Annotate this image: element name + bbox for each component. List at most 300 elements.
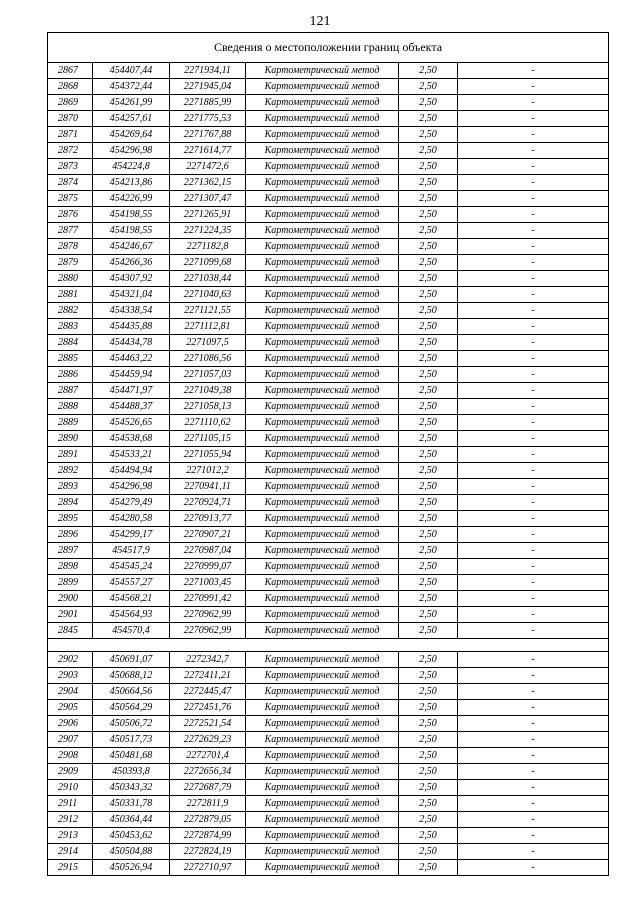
coord-x-cell: 454564,93	[93, 607, 170, 623]
description-cell: -	[458, 127, 609, 143]
table-row	[48, 495, 609, 511]
method-cell: Картометрический метод	[246, 652, 399, 668]
method-cell: Картометрический метод	[246, 447, 399, 463]
table-row	[48, 764, 609, 780]
point-number-cell: 2886	[48, 367, 93, 383]
method-cell: Картометрический метод	[246, 319, 399, 335]
method-cell: Картометрический метод	[246, 559, 399, 575]
coord-y-cell: 2271058,13	[170, 399, 246, 415]
description-cell: -	[458, 511, 609, 527]
method-cell: Картометрический метод	[246, 732, 399, 748]
point-number-cell: 2913	[48, 828, 93, 844]
method-cell: Картометрический метод	[246, 79, 399, 95]
table-row	[48, 607, 609, 623]
point-number-cell: 2903	[48, 668, 93, 684]
method-cell: Картометрический метод	[246, 159, 399, 175]
accuracy-cell: 2,50	[399, 828, 458, 844]
point-number-cell: 2870	[48, 111, 93, 127]
coord-y-cell: 2272342,7	[170, 652, 246, 668]
coord-x-cell: 454279,49	[93, 495, 170, 511]
method-cell: Картометрический метод	[246, 143, 399, 159]
table-row	[48, 287, 609, 303]
method-cell: Картометрический метод	[246, 271, 399, 287]
coord-y-cell: 2272879,05	[170, 812, 246, 828]
point-number-cell: 2880	[48, 271, 93, 287]
table-row	[48, 127, 609, 143]
point-number-cell: 2908	[48, 748, 93, 764]
point-number-cell: 2885	[48, 351, 93, 367]
method-cell: Картометрический метод	[246, 463, 399, 479]
description-cell: -	[458, 780, 609, 796]
accuracy-cell: 2,50	[399, 383, 458, 399]
coord-x-cell: 454257,61	[93, 111, 170, 127]
accuracy-cell: 2,50	[399, 543, 458, 559]
accuracy-cell: 2,50	[399, 716, 458, 732]
description-cell: -	[458, 319, 609, 335]
method-cell: Картометрический метод	[246, 223, 399, 239]
accuracy-cell: 2,50	[399, 796, 458, 812]
point-number-cell: 2912	[48, 812, 93, 828]
table-row	[48, 191, 609, 207]
point-number-cell: 2900	[48, 591, 93, 607]
point-number-cell: 2845	[48, 623, 93, 639]
point-number-cell: 2901	[48, 607, 93, 623]
accuracy-cell: 2,50	[399, 623, 458, 639]
method-cell: Картометрический метод	[246, 668, 399, 684]
accuracy-cell: 2,50	[399, 399, 458, 415]
coord-y-cell: 2271099,68	[170, 255, 246, 271]
description-cell: -	[458, 303, 609, 319]
description-cell: -	[458, 383, 609, 399]
point-number-cell: 2899	[48, 575, 93, 591]
table-row	[48, 367, 609, 383]
accuracy-cell: 2,50	[399, 63, 458, 79]
block-separator	[48, 639, 609, 652]
coord-x-cell: 454407,44	[93, 63, 170, 79]
description-cell: -	[458, 431, 609, 447]
description-cell: -	[458, 159, 609, 175]
table-row	[48, 796, 609, 812]
coord-x-cell: 450664,56	[93, 684, 170, 700]
coord-x-cell: 450506,72	[93, 716, 170, 732]
coord-x-cell: 454296,98	[93, 143, 170, 159]
method-cell: Картометрический метод	[246, 287, 399, 303]
description-cell: -	[458, 543, 609, 559]
coord-y-cell: 2272824,19	[170, 844, 246, 860]
coord-x-cell: 454545,24	[93, 559, 170, 575]
description-cell: -	[458, 559, 609, 575]
accuracy-cell: 2,50	[399, 591, 458, 607]
point-number-cell: 2887	[48, 383, 93, 399]
table-row	[48, 684, 609, 700]
point-number-cell: 2911	[48, 796, 93, 812]
table-row	[48, 79, 609, 95]
coord-x-cell: 454517,9	[93, 543, 170, 559]
point-number-cell: 2883	[48, 319, 93, 335]
point-number-cell: 2904	[48, 684, 93, 700]
coord-y-cell: 2272445,47	[170, 684, 246, 700]
coord-x-cell: 454557,27	[93, 575, 170, 591]
description-cell: -	[458, 527, 609, 543]
coord-x-cell: 454538,68	[93, 431, 170, 447]
point-number-cell: 2915	[48, 860, 93, 876]
coord-x-cell: 454213,86	[93, 175, 170, 191]
method-cell: Картометрический метод	[246, 812, 399, 828]
table-row	[48, 383, 609, 399]
description-cell: -	[458, 399, 609, 415]
table-row	[48, 732, 609, 748]
coord-y-cell: 2271472,6	[170, 159, 246, 175]
accuracy-cell: 2,50	[399, 780, 458, 796]
accuracy-cell: 2,50	[399, 684, 458, 700]
coord-x-cell: 454280,58	[93, 511, 170, 527]
accuracy-cell: 2,50	[399, 668, 458, 684]
coord-y-cell: 2272521,54	[170, 716, 246, 732]
method-cell: Картометрический метод	[246, 748, 399, 764]
table-row	[48, 828, 609, 844]
point-number-cell: 2881	[48, 287, 93, 303]
point-number-cell: 2910	[48, 780, 93, 796]
coord-y-cell: 2271112,81	[170, 319, 246, 335]
coord-y-cell: 2271105,15	[170, 431, 246, 447]
description-cell: -	[458, 732, 609, 748]
accuracy-cell: 2,50	[399, 463, 458, 479]
coord-y-cell: 2272687,79	[170, 780, 246, 796]
accuracy-cell: 2,50	[399, 127, 458, 143]
point-number-cell: 2882	[48, 303, 93, 319]
description-cell: -	[458, 95, 609, 111]
table-row	[48, 780, 609, 796]
coord-y-cell: 2272629,23	[170, 732, 246, 748]
method-cell: Картометрический метод	[246, 716, 399, 732]
accuracy-cell: 2,50	[399, 175, 458, 191]
method-cell: Картометрический метод	[246, 684, 399, 700]
method-cell: Картометрический метод	[246, 399, 399, 415]
coord-y-cell: 2272811,9	[170, 796, 246, 812]
coord-y-cell: 2271110,62	[170, 415, 246, 431]
coord-x-cell: 454568,21	[93, 591, 170, 607]
accuracy-cell: 2,50	[399, 351, 458, 367]
description-cell: -	[458, 143, 609, 159]
method-cell: Картометрический метод	[246, 844, 399, 860]
coord-y-cell: 2270941,11	[170, 479, 246, 495]
method-cell: Картометрический метод	[246, 175, 399, 191]
accuracy-cell: 2,50	[399, 511, 458, 527]
point-number-cell: 2877	[48, 223, 93, 239]
table-row	[48, 844, 609, 860]
coord-y-cell: 2270999,07	[170, 559, 246, 575]
coord-x-cell: 454488,37	[93, 399, 170, 415]
accuracy-cell: 2,50	[399, 79, 458, 95]
table-row	[48, 431, 609, 447]
accuracy-cell: 2,50	[399, 748, 458, 764]
accuracy-cell: 2,50	[399, 812, 458, 828]
accuracy-cell: 2,50	[399, 447, 458, 463]
coord-y-cell: 2270962,99	[170, 607, 246, 623]
coord-y-cell: 2270907,21	[170, 527, 246, 543]
point-number-cell: 2909	[48, 764, 93, 780]
coord-y-cell: 2272710,97	[170, 860, 246, 876]
point-number-cell: 2896	[48, 527, 93, 543]
coord-x-cell: 454494,94	[93, 463, 170, 479]
method-cell: Картометрический метод	[246, 479, 399, 495]
description-cell: -	[458, 591, 609, 607]
point-number-cell: 2888	[48, 399, 93, 415]
point-number-cell: 2914	[48, 844, 93, 860]
point-number-cell: 2872	[48, 143, 93, 159]
accuracy-cell: 2,50	[399, 303, 458, 319]
point-number-cell: 2867	[48, 63, 93, 79]
table-title: Сведения о местоположении границ объекта	[48, 33, 609, 63]
accuracy-cell: 2,50	[399, 319, 458, 335]
method-cell: Картометрический метод	[246, 303, 399, 319]
accuracy-cell: 2,50	[399, 271, 458, 287]
accuracy-cell: 2,50	[399, 335, 458, 351]
method-cell: Картометрический метод	[246, 764, 399, 780]
coord-x-cell: 450364,44	[93, 812, 170, 828]
method-cell: Картометрический метод	[246, 623, 399, 639]
coord-y-cell: 2272874,99	[170, 828, 246, 844]
accuracy-cell: 2,50	[399, 431, 458, 447]
block-separator-row	[48, 639, 609, 652]
method-cell: Картометрический метод	[246, 335, 399, 351]
description-cell: -	[458, 175, 609, 191]
method-cell: Картометрический метод	[246, 543, 399, 559]
coord-x-cell: 454299,17	[93, 527, 170, 543]
table-row	[48, 159, 609, 175]
point-number-cell: 2889	[48, 415, 93, 431]
coord-x-cell: 450691,07	[93, 652, 170, 668]
point-number-cell: 2874	[48, 175, 93, 191]
accuracy-cell: 2,50	[399, 495, 458, 511]
description-cell: -	[458, 623, 609, 639]
description-cell: -	[458, 335, 609, 351]
table-row	[48, 748, 609, 764]
accuracy-cell: 2,50	[399, 479, 458, 495]
coord-y-cell: 2271945,04	[170, 79, 246, 95]
method-cell: Картометрический метод	[246, 207, 399, 223]
description-cell: -	[458, 748, 609, 764]
accuracy-cell: 2,50	[399, 111, 458, 127]
description-cell: -	[458, 607, 609, 623]
coord-x-cell: 454269,64	[93, 127, 170, 143]
accuracy-cell: 2,50	[399, 844, 458, 860]
method-cell: Картометрический метод	[246, 111, 399, 127]
description-cell: -	[458, 652, 609, 668]
method-cell: Картометрический метод	[246, 239, 399, 255]
accuracy-cell: 2,50	[399, 143, 458, 159]
coord-x-cell: 454533,21	[93, 447, 170, 463]
table-row	[48, 716, 609, 732]
method-cell: Картометрический метод	[246, 127, 399, 143]
point-number-cell: 2873	[48, 159, 93, 175]
point-number-cell: 2879	[48, 255, 93, 271]
coord-x-cell: 450453,62	[93, 828, 170, 844]
coord-x-cell: 450564,29	[93, 700, 170, 716]
coord-x-cell: 454307,92	[93, 271, 170, 287]
table-row	[48, 543, 609, 559]
table-row	[48, 95, 609, 111]
coord-x-cell: 454471,97	[93, 383, 170, 399]
table-row	[48, 255, 609, 271]
description-cell: -	[458, 668, 609, 684]
coord-y-cell: 2271097,5	[170, 335, 246, 351]
accuracy-cell: 2,50	[399, 191, 458, 207]
table-row	[48, 860, 609, 876]
coord-x-cell: 454570,4	[93, 623, 170, 639]
coord-x-cell: 454246,67	[93, 239, 170, 255]
description-cell: -	[458, 63, 609, 79]
coord-x-cell: 454296,98	[93, 479, 170, 495]
table-row	[48, 812, 609, 828]
method-cell: Картометрический метод	[246, 527, 399, 543]
description-cell: -	[458, 447, 609, 463]
table-row	[48, 700, 609, 716]
table-row	[48, 463, 609, 479]
method-cell: Картометрический метод	[246, 95, 399, 111]
coord-y-cell: 2271055,94	[170, 447, 246, 463]
point-number-cell: 2884	[48, 335, 93, 351]
coord-y-cell: 2270913,77	[170, 511, 246, 527]
description-cell: -	[458, 111, 609, 127]
accuracy-cell: 2,50	[399, 415, 458, 431]
table-row	[48, 319, 609, 335]
description-cell: -	[458, 812, 609, 828]
point-number-cell: 2869	[48, 95, 93, 111]
coord-y-cell: 2271057,03	[170, 367, 246, 383]
method-cell: Картометрический метод	[246, 860, 399, 876]
table-row	[48, 652, 609, 668]
coord-x-cell: 454226,99	[93, 191, 170, 207]
point-number-cell: 2902	[48, 652, 93, 668]
description-cell: -	[458, 844, 609, 860]
coord-y-cell: 2271362,15	[170, 175, 246, 191]
description-cell: -	[458, 716, 609, 732]
coord-y-cell: 2271086,56	[170, 351, 246, 367]
table-row	[48, 175, 609, 191]
accuracy-cell: 2,50	[399, 95, 458, 111]
table-row	[48, 63, 609, 79]
accuracy-cell: 2,50	[399, 239, 458, 255]
accuracy-cell: 2,50	[399, 255, 458, 271]
method-cell: Картометрический метод	[246, 700, 399, 716]
table-row	[48, 239, 609, 255]
description-cell: -	[458, 828, 609, 844]
point-number-cell: 2891	[48, 447, 93, 463]
method-cell: Картометрический метод	[246, 495, 399, 511]
description-cell: -	[458, 271, 609, 287]
coord-x-cell: 454198,55	[93, 223, 170, 239]
table-row	[48, 399, 609, 415]
point-number-cell: 2906	[48, 716, 93, 732]
coord-x-cell: 454198,55	[93, 207, 170, 223]
description-cell: -	[458, 495, 609, 511]
coord-x-cell: 450504,88	[93, 844, 170, 860]
table-row	[48, 143, 609, 159]
description-cell: -	[458, 207, 609, 223]
table-row	[48, 668, 609, 684]
table-row	[48, 415, 609, 431]
coord-y-cell: 2271040,63	[170, 287, 246, 303]
coord-x-cell: 450481,68	[93, 748, 170, 764]
coord-x-cell: 454372,44	[93, 79, 170, 95]
description-cell: -	[458, 479, 609, 495]
coord-y-cell: 2271049,38	[170, 383, 246, 399]
accuracy-cell: 2,50	[399, 223, 458, 239]
accuracy-cell: 2,50	[399, 764, 458, 780]
table-row	[48, 335, 609, 351]
coord-x-cell: 450393,8	[93, 764, 170, 780]
coord-y-cell: 2271885,99	[170, 95, 246, 111]
table-row	[48, 623, 609, 639]
coord-y-cell: 2270962,99	[170, 623, 246, 639]
table-row	[48, 223, 609, 239]
method-cell: Картометрический метод	[246, 431, 399, 447]
description-cell: -	[458, 684, 609, 700]
coord-y-cell: 2271003,45	[170, 575, 246, 591]
coord-x-cell: 454434,78	[93, 335, 170, 351]
coord-y-cell: 2271265,91	[170, 207, 246, 223]
accuracy-cell: 2,50	[399, 860, 458, 876]
accuracy-cell: 2,50	[399, 287, 458, 303]
coord-y-cell: 2272701,4	[170, 748, 246, 764]
coord-x-cell: 450343,32	[93, 780, 170, 796]
method-cell: Картометрический метод	[246, 255, 399, 271]
point-number-cell: 2894	[48, 495, 93, 511]
boundary-table	[47, 32, 609, 876]
coord-x-cell: 454463,22	[93, 351, 170, 367]
point-number-cell: 2895	[48, 511, 93, 527]
point-number-cell: 2868	[48, 79, 93, 95]
description-cell: -	[458, 575, 609, 591]
accuracy-cell: 2,50	[399, 527, 458, 543]
coord-x-cell: 450688,12	[93, 668, 170, 684]
point-number-cell: 2878	[48, 239, 93, 255]
table-row	[48, 559, 609, 575]
coord-y-cell: 2270991,42	[170, 591, 246, 607]
method-cell: Картометрический метод	[246, 351, 399, 367]
coord-y-cell: 2272411,21	[170, 668, 246, 684]
boundary-table-container	[47, 32, 608, 876]
table-row	[48, 511, 609, 527]
method-cell: Картометрический метод	[246, 367, 399, 383]
page-number: 121	[309, 14, 331, 29]
coord-x-cell: 450517,73	[93, 732, 170, 748]
method-cell: Картометрический метод	[246, 191, 399, 207]
coord-x-cell: 450331,78	[93, 796, 170, 812]
method-cell: Картометрический метод	[246, 383, 399, 399]
table-row	[48, 575, 609, 591]
coord-y-cell: 2271767,88	[170, 127, 246, 143]
table-row	[48, 591, 609, 607]
coord-x-cell: 454435,88	[93, 319, 170, 335]
coord-y-cell: 2271934,11	[170, 63, 246, 79]
coord-x-cell: 454338,54	[93, 303, 170, 319]
table-header-row	[48, 33, 609, 63]
coord-y-cell: 2271775,53	[170, 111, 246, 127]
method-cell: Картометрический метод	[246, 780, 399, 796]
method-cell: Картометрический метод	[246, 828, 399, 844]
coord-y-cell: 2271182,8	[170, 239, 246, 255]
point-number-cell: 2893	[48, 479, 93, 495]
coord-x-cell: 454321,04	[93, 287, 170, 303]
method-cell: Картометрический метод	[246, 63, 399, 79]
description-cell: -	[458, 79, 609, 95]
point-number-cell: 2875	[48, 191, 93, 207]
coord-y-cell: 2271012,2	[170, 463, 246, 479]
description-cell: -	[458, 223, 609, 239]
table-row	[48, 111, 609, 127]
